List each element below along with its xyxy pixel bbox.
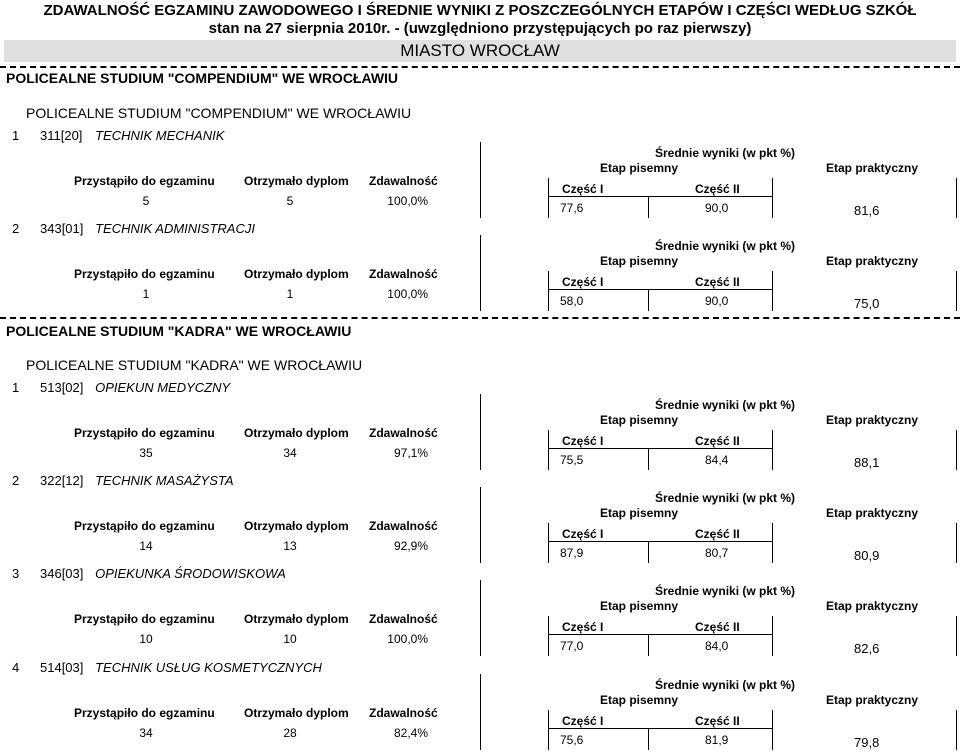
col-divider — [772, 178, 773, 218]
label-czesc2: Część II — [695, 527, 740, 541]
value-przystapilo: 1 — [142, 287, 150, 301]
label-zdawalnosc: Zdawalność — [369, 706, 438, 720]
value-przystapilo: 14 — [139, 539, 153, 553]
col-divider — [548, 430, 549, 470]
label-zdawalnosc: Zdawalność — [369, 519, 438, 533]
label-etap-praktyczny: Etap praktyczny — [826, 693, 919, 707]
profession-code: 514[03] — [40, 660, 84, 675]
value-czesc2: 80,7 — [705, 546, 729, 560]
col-divider — [648, 448, 649, 470]
profession-name: TECHNIK USŁUG KOSMETYCZNYCH — [95, 660, 322, 675]
col-divider — [648, 541, 649, 563]
value-zdawalnosc: 100,0% — [387, 287, 428, 301]
col-divider — [956, 616, 957, 656]
label-przystapilo: Przystąpiło do egzaminu — [74, 426, 215, 440]
label-srednie: Średnie wyniki (w pkt %) — [655, 678, 796, 692]
label-etap-pisemny: Etap pisemny — [600, 254, 679, 268]
profession-block — [0, 221, 960, 313]
label-czesc1: Część I — [562, 182, 604, 196]
table-left-border — [480, 580, 481, 656]
row-divider — [548, 728, 772, 729]
table-left-border — [480, 394, 481, 470]
row-divider — [548, 634, 772, 635]
label-etap-praktyczny: Etap praktyczny — [826, 599, 919, 613]
profession-name: TECHNIK MASAŻYSTA — [95, 473, 234, 488]
profession-number: 2 — [12, 473, 20, 488]
profession-number: 1 — [12, 380, 20, 395]
value-czesc2: 84,4 — [705, 453, 729, 467]
value-czesc1: 77,0 — [560, 639, 584, 653]
row-divider — [548, 448, 772, 449]
value-zdawalnosc: 97,1% — [393, 446, 428, 460]
label-etap-pisemny: Etap pisemny — [600, 413, 679, 427]
label-przystapilo: Przystąpiło do egzaminu — [74, 612, 215, 626]
value-czesc2: 90,0 — [705, 201, 729, 215]
col-divider — [772, 710, 773, 750]
label-czesc1: Część I — [562, 275, 604, 289]
col-divider — [648, 196, 649, 218]
row-divider — [548, 196, 772, 197]
city-title: MIASTO WROCŁAW — [4, 40, 956, 62]
label-srednie: Średnie wyniki (w pkt %) — [655, 398, 796, 412]
school-divider — [0, 66, 960, 68]
value-otrzymalo: 13 — [283, 539, 297, 553]
table-left-border — [480, 487, 481, 563]
label-czesc2: Część II — [695, 620, 740, 634]
value-czesc1: 58,0 — [560, 294, 584, 308]
label-otrzymalo: Otrzymało dyplom — [244, 519, 349, 533]
label-przystapilo: Przystąpiło do egzaminu — [74, 706, 215, 720]
col-divider — [548, 616, 549, 656]
label-etap-praktyczny: Etap praktyczny — [826, 161, 919, 175]
profession-code: 322[12] — [40, 473, 84, 488]
value-przystapilo: 35 — [139, 446, 153, 460]
label-srednie: Średnie wyniki (w pkt %) — [655, 239, 796, 253]
table-left-border — [480, 142, 481, 218]
school-name: POLICEALNE STUDIUM "COMPENDIUM" WE WROCŁAWIU — [26, 105, 412, 121]
value-praktyczny: 81,6 — [854, 203, 880, 218]
label-otrzymalo: Otrzymało dyplom — [244, 706, 349, 720]
report-subtitle: stan na 27 sierpnia 2010r. - (uwzględniono przystępujących po raz pierwszy) — [208, 20, 752, 37]
value-praktyczny: 88,1 — [854, 455, 880, 470]
col-divider — [772, 523, 773, 563]
value-praktyczny: 79,8 — [854, 735, 880, 750]
value-czesc1: 77,6 — [560, 201, 584, 215]
label-otrzymalo: Otrzymało dyplom — [244, 267, 349, 281]
value-praktyczny: 82,6 — [854, 641, 880, 656]
value-otrzymalo: 10 — [283, 632, 297, 646]
value-zdawalnosc: 100,0% — [387, 632, 428, 646]
value-przystapilo: 10 — [139, 632, 153, 646]
label-czesc2: Część II — [695, 714, 740, 728]
label-etap-pisemny: Etap pisemny — [600, 161, 679, 175]
value-otrzymalo: 34 — [283, 446, 297, 460]
label-czesc1: Część I — [562, 620, 604, 634]
label-srednie: Średnie wyniki (w pkt %) — [655, 146, 796, 160]
label-etap-praktyczny: Etap praktyczny — [826, 254, 919, 268]
label-etap-praktyczny: Etap praktyczny — [826, 413, 919, 427]
col-divider — [548, 710, 549, 750]
school-heading: POLICEALNE STUDIUM "KADRA" WE WROCŁAWIU — [6, 323, 352, 339]
value-czesc1: 75,5 — [560, 453, 584, 467]
col-divider — [648, 289, 649, 311]
label-czesc1: Część I — [562, 434, 604, 448]
profession-name: OPIEKUNKA ŚRODOWISKOWA — [95, 566, 286, 581]
label-otrzymalo: Otrzymało dyplom — [244, 174, 349, 188]
value-zdawalnosc: 100,0% — [387, 194, 428, 208]
label-czesc2: Część II — [695, 182, 740, 196]
profession-code: 343[01] — [40, 221, 84, 236]
value-zdawalnosc: 82,4% — [393, 726, 428, 740]
label-otrzymalo: Otrzymało dyplom — [244, 426, 349, 440]
label-etap-pisemny: Etap pisemny — [600, 693, 679, 707]
col-divider — [956, 271, 957, 311]
col-divider — [548, 523, 549, 563]
profession-name: TECHNIK MECHANIK — [95, 128, 225, 143]
label-etap-pisemny: Etap pisemny — [600, 506, 679, 520]
label-czesc1: Część I — [562, 714, 604, 728]
profession-number: 2 — [12, 221, 20, 236]
value-czesc2: 84,0 — [705, 639, 729, 653]
row-divider — [548, 541, 772, 542]
col-divider — [648, 634, 649, 656]
col-divider — [956, 523, 957, 563]
value-otrzymalo: 28 — [283, 726, 297, 740]
profession-block — [0, 566, 960, 658]
label-przystapilo: Przystąpiło do egzaminu — [74, 267, 215, 281]
label-czesc2: Część II — [695, 434, 740, 448]
profession-number: 3 — [12, 566, 20, 581]
label-zdawalnosc: Zdawalność — [369, 612, 438, 626]
school-heading: POLICEALNE STUDIUM "COMPENDIUM" WE WROCŁAWIU — [6, 70, 399, 86]
school-name: POLICEALNE STUDIUM "KADRA" WE WROCŁAWIU — [26, 357, 363, 373]
label-etap-pisemny: Etap pisemny — [600, 599, 679, 613]
col-divider — [956, 710, 957, 750]
col-divider — [956, 430, 957, 470]
profession-block — [0, 473, 960, 565]
profession-code: 513[02] — [40, 380, 84, 395]
value-otrzymalo: 1 — [286, 287, 294, 301]
col-divider — [548, 178, 549, 218]
profession-block — [0, 128, 960, 220]
profession-block — [0, 380, 960, 472]
profession-number: 1 — [12, 128, 20, 143]
label-przystapilo: Przystąpiło do egzaminu — [74, 174, 215, 188]
col-divider — [648, 728, 649, 750]
label-zdawalnosc: Zdawalność — [369, 426, 438, 440]
value-czesc1: 75,6 — [560, 733, 584, 747]
profession-block — [0, 660, 960, 752]
profession-name: TECHNIK ADMINISTRACJI — [95, 221, 255, 236]
value-czesc1: 87,9 — [560, 546, 584, 560]
row-divider — [548, 289, 772, 290]
table-left-border — [480, 235, 481, 311]
report-title: ZDAWALNOŚĆ EGZAMINU ZAWODOWEGO I ŚREDNIE WYNIKI Z POSZCZEGÓLNYCH ETAPÓW I CZĘŚCI WEDŁUG SZKÓŁ — [43, 2, 917, 19]
value-praktyczny: 75,0 — [854, 296, 880, 311]
value-zdawalnosc: 92,9% — [393, 539, 428, 553]
value-czesc2: 81,9 — [705, 733, 729, 747]
label-zdawalnosc: Zdawalność — [369, 174, 438, 188]
value-przystapilo: 34 — [139, 726, 153, 740]
label-etap-praktyczny: Etap praktyczny — [826, 506, 919, 520]
label-zdawalnosc: Zdawalność — [369, 267, 438, 281]
label-przystapilo: Przystąpiło do egzaminu — [74, 519, 215, 533]
value-czesc2: 90,0 — [705, 294, 729, 308]
value-otrzymalo: 5 — [286, 194, 294, 208]
col-divider — [772, 616, 773, 656]
col-divider — [772, 271, 773, 311]
value-przystapilo: 5 — [142, 194, 150, 208]
label-czesc1: Część I — [562, 527, 604, 541]
school-divider — [0, 317, 960, 319]
profession-number: 4 — [12, 660, 20, 675]
label-srednie: Średnie wyniki (w pkt %) — [655, 491, 796, 505]
label-czesc2: Część II — [695, 275, 740, 289]
profession-name: OPIEKUN MEDYCZNY — [95, 380, 231, 395]
col-divider — [772, 430, 773, 470]
label-srednie: Średnie wyniki (w pkt %) — [655, 584, 796, 598]
label-otrzymalo: Otrzymało dyplom — [244, 612, 349, 626]
col-divider — [956, 178, 957, 218]
table-left-border — [480, 674, 481, 750]
col-divider — [548, 271, 549, 311]
profession-code: 346[03] — [40, 566, 84, 581]
value-praktyczny: 80,9 — [854, 548, 880, 563]
profession-code: 311[20] — [40, 128, 83, 143]
